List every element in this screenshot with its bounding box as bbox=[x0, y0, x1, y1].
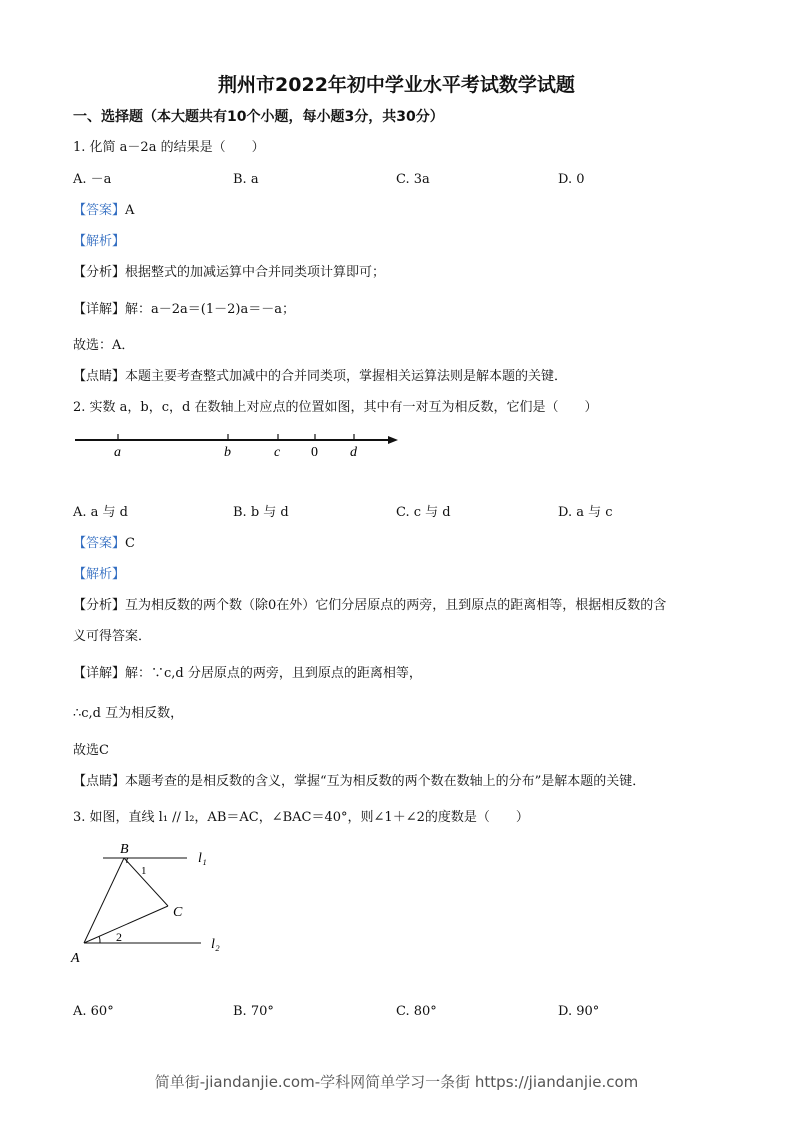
page-title: 荆州市2022年初中学业水平考试数学试题 bbox=[218, 74, 575, 96]
q2-option-d: D. a 与 c bbox=[558, 505, 613, 520]
q1-fenxi bbox=[73, 264, 385, 282]
label-B: B bbox=[120, 842, 129, 857]
q2-stem: 2. 实数 a，b，c，d 在数轴上对应点的位置如图，其中有一对互为相反数，它们是（ ） bbox=[73, 400, 598, 415]
q2-comment bbox=[73, 773, 645, 791]
fenxi-tag: 【分析】 bbox=[73, 265, 126, 280]
answer-tag: 【答案】 bbox=[73, 536, 126, 551]
fenxi-text: 根据整式的加减运算中合并同类项计算即可； bbox=[125, 265, 386, 280]
q2-option-b: B. b 与 d bbox=[233, 505, 289, 520]
q3-option-a: A. 60° bbox=[73, 1004, 114, 1019]
q2-choose: 故选C bbox=[73, 743, 109, 758]
axis-label-c: c bbox=[274, 445, 281, 460]
q2-option-a: A. a 与 d bbox=[73, 505, 128, 520]
q1-option-b: B. a bbox=[233, 172, 259, 187]
fenxi-tag: 【分析】 bbox=[73, 598, 126, 613]
q1-comment bbox=[73, 368, 567, 386]
q3-option-b: B. 70° bbox=[233, 1004, 274, 1019]
comment-text: 本题考查的是相反数的含义，掌握“互为相反数的两个数在数轴上的分布”是解本题的关键． bbox=[125, 774, 646, 789]
detail-text: 解：a－2a＝(1－2)a＝－a； bbox=[125, 302, 295, 317]
detail-text: 解：∵c,d 分居原点的两旁，且到原点的距离相等， bbox=[125, 666, 422, 681]
number-line-figure bbox=[70, 428, 410, 464]
q2-detail bbox=[73, 665, 422, 683]
comment-text: 本题主要考查整式加减中的合并同类项，掌握相关运算法则是解本题的关键． bbox=[125, 369, 568, 384]
q1-answer bbox=[73, 202, 134, 220]
q3-option-d: D. 90° bbox=[558, 1004, 600, 1019]
comment-tag: 【点睛】 bbox=[73, 774, 126, 789]
label-C: C bbox=[173, 905, 183, 920]
q1-choose: 故选：A． bbox=[73, 338, 135, 353]
fenxi-text: 互为相反数的两个数（除0在外）它们分居原点的两旁，且到原点的距离相等，根据相反数的含 bbox=[125, 598, 667, 613]
answer-tag: 【答案】 bbox=[73, 203, 126, 218]
axis-label-0: 0 bbox=[311, 445, 318, 460]
comment-tag: 【点睛】 bbox=[73, 369, 126, 384]
triangle-figure bbox=[70, 838, 240, 968]
q3-option-c: C. 80° bbox=[396, 1004, 437, 1019]
q1-option-a: A. －a bbox=[73, 172, 112, 187]
axis-label-a: a bbox=[114, 445, 121, 460]
analysis-tag: 【解析】 bbox=[73, 234, 126, 249]
q2-fenxi-cont: 义可得答案． bbox=[73, 629, 152, 644]
label-A: A bbox=[71, 951, 80, 966]
label-l2: l₂ bbox=[211, 937, 220, 952]
label-angle-1: 1 bbox=[141, 865, 147, 877]
axis-label-b: b bbox=[224, 445, 231, 460]
q1-detail bbox=[73, 301, 295, 319]
q2-fenxi bbox=[73, 597, 666, 615]
answer-value: A bbox=[125, 203, 135, 218]
footer-watermark: 简单街-jiandanjie.com-学科网简单学习一条街 https://jiandanjie.com bbox=[154, 1073, 639, 1091]
detail-tag: 【详解】 bbox=[73, 302, 126, 317]
q2-option-c: C. c 与 d bbox=[396, 505, 451, 520]
axis-label-d: d bbox=[350, 445, 357, 460]
q3-stem: 3. 如图，直线 l₁ // l₂，AB＝AC，∠BAC＝40°，则∠1＋∠2的度数是（ ） bbox=[73, 810, 529, 825]
label-l1: l₁ bbox=[198, 851, 207, 866]
q1-option-c: C. 3a bbox=[396, 172, 430, 187]
q1-stem: 1. 化简 a－2a 的结果是（ ） bbox=[73, 140, 265, 155]
label-angle-2: 2 bbox=[116, 930, 122, 944]
answer-value: C bbox=[125, 536, 135, 551]
section-heading: 一、选择题（本大题共有10个小题，每小题3分，共30分） bbox=[73, 109, 444, 125]
q2-therefore: ∴c,d 互为相反数， bbox=[73, 706, 184, 721]
q1-option-d: D. 0 bbox=[558, 172, 585, 187]
q2-answer bbox=[73, 535, 135, 553]
detail-tag: 【详解】 bbox=[73, 666, 126, 681]
analysis-tag: 【解析】 bbox=[73, 567, 126, 582]
